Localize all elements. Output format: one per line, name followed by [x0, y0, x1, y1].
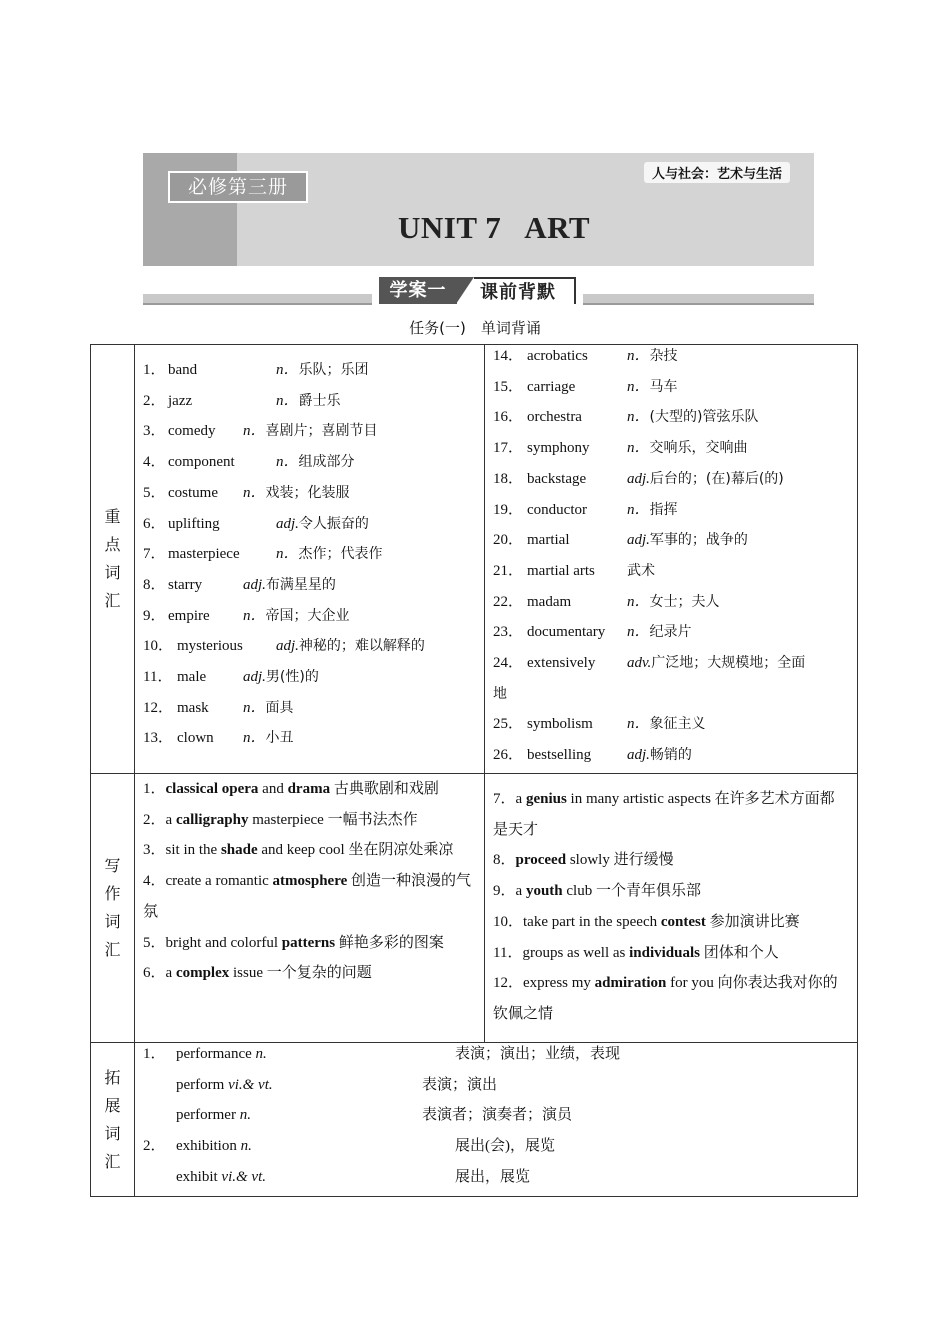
entry-meaning: 杰作；代表作: [298, 546, 383, 563]
entry-pos: n．: [627, 378, 650, 395]
phrase-entry: [485, 845, 857, 876]
entry-number: 14．: [493, 348, 524, 364]
entry-word: conductor: [527, 501, 587, 518]
entry-meaning: 杂技: [649, 348, 678, 364]
vocab-entry: [485, 372, 857, 403]
entry-word: costume: [168, 484, 218, 501]
entry-number: 26．: [493, 747, 524, 764]
key-word: drama: [287, 781, 331, 797]
entry-word: symbolism: [527, 716, 593, 733]
phrase-text: 6．: [143, 965, 166, 982]
entry-meaning: 女士；夫人: [649, 593, 720, 610]
entry-pos: adj.: [243, 576, 266, 593]
key-vocab-left-column: [135, 345, 485, 773]
entry-meaning: 帝国；大企业: [265, 607, 350, 624]
vocab-entry: [485, 341, 857, 372]
phrase-text: 古典歌剧和戏剧: [330, 781, 439, 797]
entry-number: 16．: [493, 409, 524, 426]
vocab-entry: [485, 587, 857, 618]
phrase-text: 创造一种浪漫的气氛: [143, 873, 472, 920]
entry-word: martial: [527, 532, 570, 549]
vocab-entry: [135, 355, 484, 386]
entry-word-text: perform: [176, 1076, 229, 1093]
entry-meaning: 戏装；化装服: [265, 484, 350, 501]
key-word: classical opera: [165, 781, 259, 797]
phrase-text: slowly 进行缓慢: [566, 852, 674, 869]
entry-number: 12．: [143, 699, 174, 716]
key-vocab-right-column: [485, 341, 857, 773]
key-word: contest: [660, 913, 706, 930]
entry-pos: n．: [243, 484, 266, 501]
category-char: 词: [104, 1123, 121, 1143]
entry-pos: adj.: [627, 747, 650, 764]
entry-word: jazz: [168, 392, 193, 409]
phrase-text: 12．: [493, 975, 524, 992]
category-char: 展: [104, 1095, 121, 1115]
entry-number: 25．: [493, 716, 524, 733]
entry-number: 5．: [143, 484, 166, 501]
entry-pos: n．: [243, 423, 266, 440]
vocab-entry: [135, 631, 484, 662]
entry-word-text: performer: [176, 1107, 240, 1124]
entry-meaning: 乐队；乐团: [298, 362, 369, 378]
phrase-entry: [135, 805, 484, 836]
entry-number: 18．: [493, 470, 524, 487]
entry-meaning: 组成部分: [298, 454, 355, 471]
phrase-text: 2．: [143, 811, 166, 828]
vocab-entry: [485, 709, 857, 740]
entry-number: 1．: [143, 1046, 166, 1062]
entry-pos: n.: [240, 1138, 252, 1155]
entry-word-text: performance: [176, 1046, 256, 1062]
entry-number: 19．: [493, 501, 524, 518]
entry-word: [176, 1162, 266, 1193]
phrase-text: 鲜艳多彩的图案: [335, 934, 444, 951]
entry-word: uplifting: [168, 515, 220, 532]
banner-accent-block: [143, 153, 237, 266]
entry-word: [176, 1070, 273, 1101]
entry-word: component: [168, 454, 235, 471]
phrase-text: 11．: [493, 944, 523, 961]
entry-meaning: 象征主义: [649, 716, 706, 733]
entry-pos: n．: [276, 546, 299, 563]
vocab-entry: [135, 386, 484, 417]
phrase-text: 8．: [493, 852, 516, 869]
entry-number: 10．: [143, 638, 174, 655]
entry-meaning: 神秘的；难以解释的: [298, 638, 425, 655]
phrase-text: 团体和个人: [700, 944, 779, 961]
entry-number: 21．: [493, 562, 524, 579]
entry-word: acrobatics: [527, 348, 588, 364]
entry-number: 6．: [143, 515, 166, 532]
writing-vocab-row: [91, 774, 857, 1043]
entry-number: 13．: [143, 730, 174, 747]
phrase-text: issue 一个复杂的问题: [229, 965, 372, 982]
entry-word: martial arts: [527, 562, 595, 579]
phrase-text: in many artistic aspects 在许多艺术方面都是天才: [493, 791, 835, 838]
vocab-entry: [485, 402, 857, 433]
entry-number: 3．: [143, 423, 166, 440]
entry-pos: n．: [243, 699, 266, 716]
entry-meaning: 马车: [649, 378, 678, 395]
key-word: patterns: [281, 934, 336, 951]
entry-pos: n．: [627, 348, 650, 364]
key-vocab-category: [91, 345, 135, 773]
entry-pos: adj.: [627, 532, 650, 549]
entry-number: 24．: [493, 655, 524, 672]
key-word: individuals: [629, 944, 700, 961]
entry-number: 1．: [143, 362, 166, 378]
key-word: genius: [525, 791, 567, 807]
entry-word: [176, 1039, 267, 1070]
phrase-text: a: [165, 965, 176, 982]
vocab-entry: [135, 478, 484, 509]
entry-word: bestselling: [527, 747, 592, 764]
entry-number: 17．: [493, 440, 524, 457]
entry-pos: n．: [243, 730, 266, 747]
key-word: shade: [220, 842, 258, 859]
entry-word-text: exhibition: [176, 1138, 241, 1155]
vocab-entry: [485, 433, 857, 464]
entry-meaning: 小丑: [265, 730, 294, 747]
key-vocab-row: [91, 345, 857, 774]
vocab-entry: [135, 723, 484, 754]
vocab-entry: [135, 447, 484, 478]
category-char: 作: [104, 884, 121, 903]
key-word: complex: [175, 965, 230, 982]
entry-word: clown: [177, 730, 214, 747]
phrase-text: a: [165, 811, 176, 828]
vocab-entry: [135, 662, 484, 693]
section-band-right: [583, 294, 814, 305]
vocab-entry: [135, 416, 484, 447]
entry-pos: n．: [627, 501, 650, 518]
entry-continuation: 地: [493, 685, 507, 702]
entry-meaning: 爵士乐: [298, 392, 341, 409]
entry-word: backstage: [527, 470, 587, 487]
phrase-text: 9．: [493, 883, 516, 900]
category-char: 重: [104, 507, 121, 526]
phrase-text: groups as well as: [522, 944, 630, 961]
expansion-vocab-body: [135, 1043, 857, 1196]
vocab-entry: [135, 539, 484, 570]
entry-number: 11．: [143, 669, 173, 686]
entry-number: 23．: [493, 624, 524, 641]
entry-number: 2．: [143, 392, 166, 409]
entry-pos: n．: [627, 440, 650, 457]
vocab-entry: [485, 525, 857, 556]
entry-pos: vi.& vt.: [221, 1168, 266, 1185]
key-word: proceed: [515, 852, 567, 869]
section-label-primary: 学案一: [379, 277, 457, 304]
entry-word: extensively: [527, 655, 596, 672]
phrase-text: club 一个青年俱乐部: [562, 883, 701, 900]
entry-meaning: 畅销的: [649, 747, 692, 764]
category-char: 汇: [104, 591, 121, 610]
phrase-text: take part in the speech: [523, 913, 661, 930]
book-label: 必修第三册: [168, 171, 308, 203]
phrase-text: masterpiece 一幅书法杰作: [248, 811, 418, 828]
phrase-text: 参加演讲比赛: [705, 913, 800, 930]
phrase-text: for you 向你表达我对你的钦佩之情: [493, 975, 838, 1022]
vocab-entry: [485, 648, 857, 679]
vocab-entry: [485, 495, 857, 526]
entry-meaning: 布满星星的: [265, 576, 336, 593]
entry-word: comedy: [168, 423, 216, 440]
entry-pos: n．: [276, 454, 299, 471]
phrase-entry: [485, 968, 857, 1029]
writing-vocab-category: [91, 774, 135, 1042]
entry-word: mask: [177, 699, 209, 716]
unit-title: UNIT 7 ART: [398, 210, 591, 245]
entry-meaning: 表演；演出: [422, 1076, 498, 1093]
key-word: calligraphy: [175, 811, 249, 828]
entry-number: 9．: [143, 607, 166, 624]
entry-word: madam: [527, 593, 572, 610]
category-char: 词: [104, 563, 121, 582]
entry-meaning: 男(性)的: [265, 669, 319, 686]
entry-pos: n．: [627, 716, 650, 733]
category-char: 写: [104, 856, 121, 875]
entry-pos: n．: [243, 607, 266, 624]
entry-word: mysterious: [177, 638, 243, 655]
entry-meaning: 武术: [627, 562, 655, 579]
section-band-left: [143, 294, 372, 305]
phrase-text: 4．: [143, 873, 166, 890]
key-word: atmosphere: [272, 873, 348, 890]
entry-number: 7．: [143, 546, 166, 563]
unit-banner: [143, 153, 814, 266]
vocab-entry: [485, 556, 857, 587]
entry-word: [176, 1131, 252, 1162]
entry-number: 4．: [143, 454, 166, 471]
phrase-text: 7．: [493, 791, 516, 807]
vocab-table: [90, 344, 858, 1197]
entry-number: 15．: [493, 378, 524, 395]
entry-number: 8．: [143, 576, 166, 593]
theme-label: 人与社会：艺术与生活: [644, 162, 790, 183]
entry-word: symphony: [527, 440, 590, 457]
category-char: 点: [104, 535, 121, 554]
section-label-arrow: [456, 277, 474, 304]
phrase-text: 1．: [143, 781, 166, 797]
category-char: 词: [104, 912, 121, 931]
vocab-entry: [135, 693, 484, 724]
phrase-text: 3．: [143, 842, 166, 859]
vocab-entry: [135, 570, 484, 601]
phrase-text: express my: [523, 975, 595, 992]
entry-pos: adv.: [627, 655, 652, 672]
phrase-entry: [135, 958, 484, 989]
key-word: admiration: [594, 975, 667, 992]
entry-pos: n．: [276, 362, 299, 378]
phrase-entry: [485, 938, 857, 969]
entry-pos: n．: [276, 392, 299, 409]
entry-meaning: 面具: [265, 699, 294, 716]
vocab-entry: [485, 617, 857, 648]
section-label-secondary: 课前背默: [474, 277, 576, 304]
phrase-text: 5．: [143, 934, 166, 951]
entry-word: carriage: [527, 378, 576, 395]
entry-meaning: 指挥: [649, 501, 678, 518]
entry-word: [176, 1100, 251, 1131]
entry-word: starry: [168, 576, 203, 593]
vocab-entry: [135, 601, 484, 632]
entry-meaning: 交响乐，交响曲: [649, 440, 748, 457]
entry-meaning: 后台的；(在)幕后(的): [649, 470, 784, 487]
entry-number: 2．: [143, 1138, 166, 1155]
entry-pos: n．: [627, 409, 650, 426]
phrase-text: bright and colorful: [165, 934, 282, 951]
entry-word: documentary: [527, 624, 606, 641]
entry-pos: vi.& vt.: [228, 1076, 273, 1093]
entry-pos: n.: [255, 1046, 267, 1062]
entry-meaning: 展出，展览: [455, 1168, 531, 1185]
entry-word-text: exhibit: [176, 1168, 222, 1185]
phrase-entry: [135, 866, 484, 927]
phrase-entry: [485, 784, 857, 845]
category-char: 汇: [104, 1151, 121, 1171]
entry-meaning: 展出(会)，展览: [455, 1138, 555, 1155]
entry-meaning: 表演；演出；业绩，表现: [455, 1046, 621, 1062]
entry-pos: adj.: [627, 470, 650, 487]
entry-number: 22．: [493, 593, 524, 610]
phrase-entry: [135, 774, 484, 805]
phrase-entry: [485, 876, 857, 907]
vocab-entry: [485, 740, 857, 771]
entry-meaning: (大型的)管弦乐队: [649, 409, 759, 426]
phrase-entry: [135, 835, 484, 866]
entry-pos: n.: [239, 1107, 251, 1124]
phrase-text: and: [258, 781, 288, 797]
expansion-vocab-category: [91, 1043, 135, 1196]
entry-word: band: [168, 362, 198, 378]
phrase-text: a: [515, 883, 526, 900]
entry-pos: n．: [627, 593, 650, 610]
entry-word: masterpiece: [168, 546, 240, 563]
entry-pos: adj.: [276, 515, 299, 532]
writing-vocab-left-column: [135, 774, 485, 1042]
entry-meaning: 纪录片: [649, 624, 692, 641]
entry-meaning: 喜剧片；喜剧节目: [265, 423, 378, 440]
phrase-text: sit in the: [165, 842, 221, 859]
category-char: 汇: [104, 940, 121, 959]
writing-vocab-right-column: [485, 774, 857, 1042]
phrase-entry: [135, 928, 484, 959]
key-word: youth: [525, 883, 563, 900]
phrase-text: a: [515, 791, 526, 807]
entry-pos: adj.: [276, 638, 299, 655]
phrase-text: and keep cool 坐在阴凉处乘凉: [257, 842, 454, 859]
vocab-entry: [135, 509, 484, 540]
entry-word: empire: [168, 607, 210, 624]
phrase-text: create a romantic: [165, 873, 273, 890]
entry-meaning: 广泛地；大规模地；全面: [651, 655, 806, 672]
vocab-entry: [485, 464, 857, 495]
entry-pos: n．: [627, 624, 650, 641]
entry-meaning: 令人振奋的: [298, 515, 369, 532]
entry-meaning: 军事的；战争的: [649, 532, 748, 549]
phrase-entry: [485, 907, 857, 938]
entry-word: male: [177, 669, 207, 686]
entry-word: orchestra: [527, 409, 582, 426]
phrase-text: 10．: [493, 913, 524, 930]
entry-number: 20．: [493, 532, 524, 549]
category-char: 拓: [104, 1067, 121, 1087]
task-title: 任务(一) 单词背诵: [409, 319, 541, 337]
expansion-vocab-row: [91, 1043, 857, 1196]
entry-pos: adj.: [243, 669, 266, 686]
entry-meaning: 表演者；演奏者；演员: [422, 1107, 573, 1124]
